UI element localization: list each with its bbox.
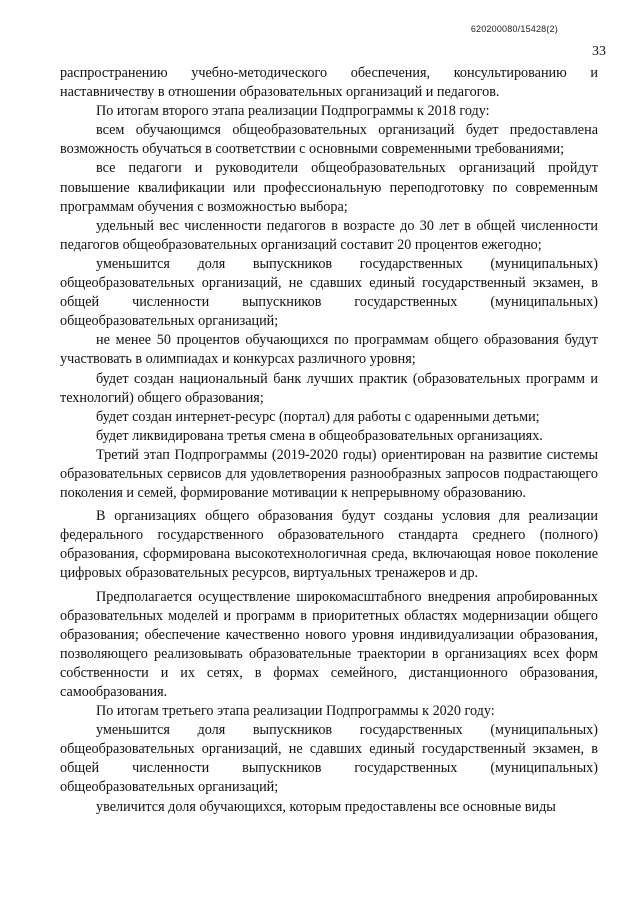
paragraph: По итогам второго этапа реализации Подпрограммы к 2018 году: (96, 103, 490, 120)
paragraph: будет создан интернет-ресурс (портал) для работы с одаренными детьми; (96, 408, 540, 425)
paragraph: будет ликвидирована третья смена в общеобразовательных организациях. (96, 427, 543, 444)
paragraph: В организациях общего образования будут созданы условия для реализации федерального государственного образовательного стандарта среднего (полного) образования, сформирована высокотехнологичная среда, включающая новое поколение цифровых образовательных ресурсов, виртуальных тренажеров и др. (60, 508, 598, 582)
paragraph: уменьшится доля выпускников государственных (муниципальных) общеобразовательных организаций, не сдавших единый государственный экзамен, в общей численности выпускников государственных (муниципальных) общеобразовательных организаций; (60, 722, 598, 796)
paragraph: уменьшится доля выпускников государственных (муниципальных) общеобразовательных организаций, не сдавших единый государственный экзамен, в общей численности выпускников государственных (муниципальных) общеобразовательных организаций; (60, 255, 598, 330)
paragraph: не менее 50 процентов обучающихся по программам общего образования будут участвовать в олимпиадах и конкурсах различного уровня; (60, 332, 598, 368)
document-body (60, 64, 598, 817)
document-code: 620200080/15428(2) (470, 24, 558, 34)
paragraph: Третий этап Подпрограммы (2019-2020 годы) ориентирован на развитие системы образовательных сервисов для удовлетворения разнообразных запросов подрастающего поколения и семей, формирование мотивации к непрерывному образованию. (60, 446, 598, 502)
paragraph: Предполагается осуществление широкомасштабного внедрения апробированных образовательных моделей и программ в приоритетных областях модернизации общего образования; обеспечение качественно нового уровня индивидуализации образования, позволяющего реализовывать образовательные траектории в организациях всех форм собственности и их сетях, в формах семейного, дистанционного образования, самообразования. (60, 588, 598, 700)
paragraph: все педагоги и руководители общеобразовательных организаций пройдут повышение квалификации или профессиональную переподготовку по современным программам обучения с возможностью выбора; (60, 160, 598, 215)
paragraph: будет создан национальный банк лучших практик (образовательных программ и технологий) общего образования; (60, 370, 598, 406)
paragraph: распространению учебно-методического обеспечения, консультированию и наставничеству в отношении образовательных организаций и педагогов. (60, 65, 598, 101)
paragraph: всем обучающимся общеобразовательных организаций будет предоставлена возможность обучаться в соответствии с основными современными требованиями; (60, 122, 598, 158)
page-number: 33 (592, 44, 606, 59)
paragraph: По итогам третьего этапа реализации Подпрограммы к 2020 году: (96, 703, 495, 720)
paragraph: увеличится доля обучающихся, которым предоставлены все основные виды (96, 798, 556, 815)
paragraph: удельный вес численности педагогов в возрасте до 30 лет в общей численности педагогов общеобразовательных организаций составит 20 процентов ежегодно; (60, 217, 598, 253)
